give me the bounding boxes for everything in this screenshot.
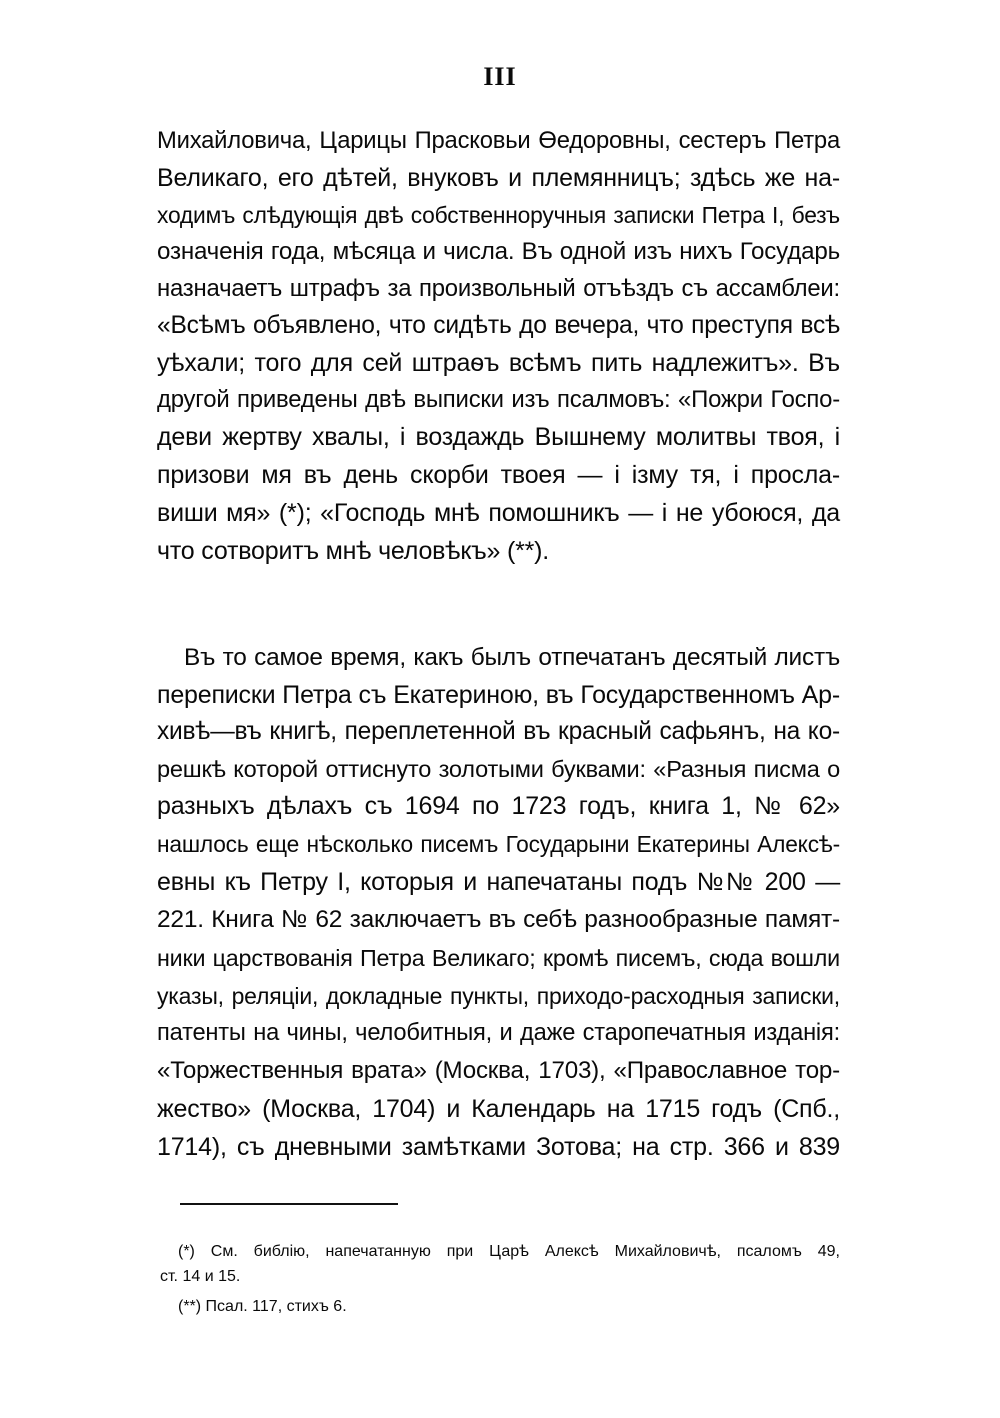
- text-line: ходимъ слѣдующія двѣ собственноручныя записки Петра I, безъ: [157, 202, 840, 228]
- footnote-1-continuation: ст. 14 и 15.: [160, 1268, 241, 1285]
- text-line: разныхъ дѣлахъ съ 1694 по 1723 годъ, книга 1, № 62»: [157, 792, 840, 820]
- footnote-divider: [180, 1203, 398, 1205]
- text-line: указы, реляціи, докладные пункты, приходо-расходныя записки,: [157, 983, 840, 1009]
- text-line: Михайловича, Царицы Прасковьи Өедоровны, сестеръ Петра: [157, 127, 840, 154]
- text-line: нашлось еще нѣсколько писемъ Государыни Екатерины Алексѣ-: [157, 831, 840, 857]
- text-line: хивѣ—въ книгѣ, переплетенной въ красный сафьянъ, на ко-: [157, 718, 840, 745]
- text-line: 1714), съ дневными замѣтками Зотова; на стр. 366 и 839: [157, 1133, 840, 1161]
- text-line: деви жертву хвалы, і воздаждь Вышнему молитвы твоя, і: [157, 423, 840, 451]
- text-line: Въ то самое время, какъ былъ отпечатанъ десятый листъ: [184, 644, 840, 671]
- text-line: означенія года, мѣсяца и числа. Въ одной изъ нихъ Государь: [157, 238, 840, 265]
- text-line: «Всѣмъ объявлено, что сидѣть до вечера, что преступя всѣ: [157, 312, 840, 339]
- text-line: назначаетъ штрафъ за произвольный отъѣздъ съ ассамблеи:: [157, 275, 840, 302]
- text-line: патенты на чины, челобитныя, и даже старопечатныя изданія:: [157, 1020, 840, 1046]
- text-line: переписки Петра съ Екатериною, въ Государственномъ Ар-: [157, 681, 840, 709]
- text-line: что сотворитъ мнѣ человѣкъ» (**).: [157, 537, 550, 565]
- text-line: решкѣ которой оттиснуто золотыми буквами: «Разныя писма о: [157, 756, 840, 782]
- text-line: «Торжественныя врата» (Москва, 1703), «Православное тор-: [157, 1057, 840, 1084]
- text-line: жество» (Москва, 1704) и Календарь на 1715 годъ (Спб.,: [157, 1095, 840, 1123]
- text-line: Великаго, его дѣтей, внуковъ и племянницъ; здѣсь же на-: [157, 164, 840, 192]
- text-line: 221. Книга № 62 заключаетъ въ себѣ разнообразные памят-: [157, 906, 840, 933]
- footnote-2: (**) Псал. 117, стихъ 6.: [178, 1298, 347, 1315]
- page-number: III: [483, 62, 517, 91]
- text-line: евны къ Петру I, которыя и напечатаны подъ №№ 200 —: [157, 868, 840, 896]
- text-line: уѣхали; того для сей штраѳъ всѣмъ пить надлежитъ». Въ: [157, 349, 840, 377]
- text-line: ники царствованія Петра Великаго; кромѣ писемъ, сюда вошли: [157, 945, 840, 971]
- text-line: другой приведены двѣ выписки изъ псалмовъ: «Пожри Госпо-: [157, 386, 840, 413]
- text-line: призови мя въ день скорби твоея — і ізму тя, і просла-: [157, 461, 840, 489]
- text-line: виши мя» (*); «Господь мнѣ помошникъ — і не убоюся, да: [157, 499, 840, 527]
- footnote-1: (*) См. библію, напечатанную при Царѣ Алексѣ Михайловичѣ, псаломъ 49,: [178, 1243, 840, 1260]
